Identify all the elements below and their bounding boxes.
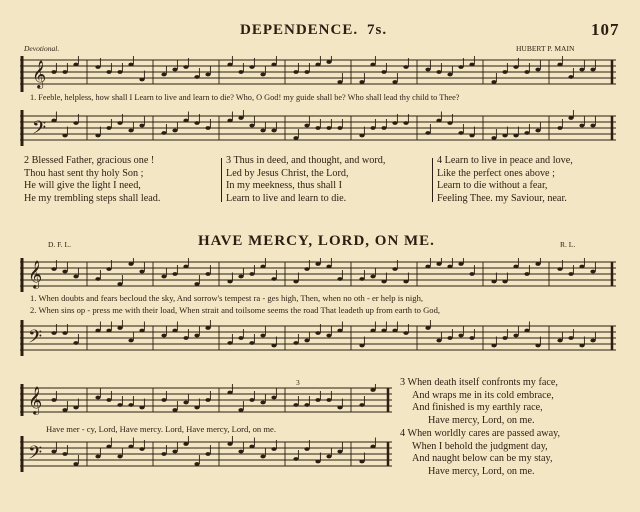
note-head (557, 126, 562, 130)
hymn2-right-initials: R. L. (560, 240, 576, 249)
note-head (51, 398, 56, 402)
note-head (139, 124, 144, 128)
note-head (370, 126, 375, 130)
note-head (568, 272, 573, 276)
note-head (304, 267, 309, 271)
note-head (392, 329, 397, 333)
note-head (337, 126, 342, 130)
note-head (315, 460, 320, 464)
hymn2-left-initials: D. F. L. (48, 240, 71, 249)
page-number: 107 (591, 20, 620, 39)
note-head (238, 450, 243, 454)
note-head (304, 339, 309, 343)
note-head (161, 275, 166, 279)
note-head (293, 70, 298, 74)
note-head (249, 398, 254, 402)
note-head (161, 334, 166, 338)
note-head (326, 60, 331, 64)
note-head (271, 277, 276, 281)
hymn1-treble-staff (20, 56, 616, 94)
hymn2-title: HAVE MERCY, LORD, ON ME. (198, 233, 435, 249)
refrain-treble-staff (20, 384, 392, 418)
note-head (524, 329, 529, 333)
note-head (447, 336, 452, 340)
note-head (194, 75, 199, 79)
note-head (95, 455, 100, 459)
note-head (183, 265, 188, 269)
note-head (172, 272, 177, 276)
treble-clef-icon: 𝄞 (28, 262, 43, 288)
note-head (227, 442, 232, 446)
note-head (194, 406, 199, 410)
note-head (315, 126, 320, 130)
note-head (271, 396, 276, 400)
note-head (260, 401, 265, 405)
note-head (469, 272, 474, 276)
note-head (535, 344, 540, 348)
note-head (535, 262, 540, 266)
note-head (579, 265, 584, 269)
note-head (403, 280, 408, 284)
note-head (304, 447, 309, 451)
note-head (51, 119, 56, 123)
note-head (139, 329, 144, 333)
note-head (260, 334, 265, 338)
note-head (271, 447, 276, 451)
note-head (205, 126, 210, 130)
note-head (469, 336, 474, 340)
hymn1-tempo: Devotional. (24, 44, 60, 53)
note-head (326, 126, 331, 130)
triplet-mark: 3 (296, 378, 300, 387)
note-head (139, 447, 144, 451)
note-head (249, 341, 254, 345)
note-head (436, 262, 441, 266)
note-head (249, 445, 254, 449)
note-head (513, 265, 518, 269)
note-head (172, 68, 177, 72)
note-head (370, 388, 375, 392)
note-head (249, 65, 254, 69)
note-head (172, 450, 177, 454)
note-head (293, 457, 298, 461)
note-head (359, 134, 364, 138)
note-head (62, 134, 67, 138)
note-head (326, 334, 331, 338)
note-head (524, 131, 529, 135)
hymn1-bass-staff (20, 110, 616, 148)
note-head (425, 131, 430, 135)
hymn2-bass-staff (20, 320, 616, 358)
note-head (447, 121, 452, 125)
note-head (117, 455, 122, 459)
note-head (447, 265, 452, 269)
note-head (315, 398, 320, 402)
note-head (326, 455, 331, 459)
hymn1-verse1-lyrics: 1. Feeble, helpless, how shall I Learn to live and learn to die? Who, O God! my guide shall be? Who shall lead thy child to Thee? (30, 93, 460, 102)
note-head (337, 406, 342, 410)
note-head (161, 131, 166, 135)
note-head (436, 70, 441, 74)
hymn1-composer: HUBERT P. MAIN (516, 44, 575, 53)
note-head (62, 408, 67, 412)
note-head (293, 403, 298, 407)
note-head (106, 126, 111, 130)
note-head (579, 68, 584, 72)
note-head (304, 70, 309, 74)
note-head (568, 336, 573, 340)
note-head (183, 65, 188, 69)
note-head (238, 70, 243, 74)
note-head (535, 129, 540, 133)
note-head (557, 63, 562, 67)
note-head (95, 396, 100, 400)
note-head (73, 121, 78, 125)
note-head (205, 326, 210, 330)
note-head (227, 280, 232, 284)
note-head (128, 262, 133, 266)
hymn1-verse2: 2 Blessed Father, gracious one ! Thou hast sent thy holy Son ; He will give the light I need, He my trembling steps shall lead. (24, 155, 161, 204)
note-head (359, 460, 364, 464)
note-head (128, 445, 133, 449)
note-head (326, 398, 331, 402)
hymn1-title: DEPENDENCE. (240, 22, 359, 38)
note-head (106, 329, 111, 333)
note-head (117, 121, 122, 125)
note-head (469, 63, 474, 67)
note-head (403, 65, 408, 69)
note-head (161, 73, 166, 77)
note-head (106, 70, 111, 74)
note-head (524, 272, 529, 276)
note-head (502, 134, 507, 138)
note-head (73, 341, 78, 345)
note-head (469, 134, 474, 138)
note-head (392, 267, 397, 271)
note-head (117, 282, 122, 286)
note-head (491, 136, 496, 140)
note-head (128, 339, 133, 343)
refrain-lyrics: Have mer - cy, Lord, Have mercy. Lord, Have mercy, Lord, on me. (46, 424, 277, 434)
note-head (106, 445, 111, 449)
note-head (172, 329, 177, 333)
note-head (392, 121, 397, 125)
note-head (271, 129, 276, 133)
note-head (579, 124, 584, 128)
note-head (590, 124, 595, 128)
note-head (172, 129, 177, 133)
note-head (381, 280, 386, 284)
note-head (458, 65, 463, 69)
note-head (304, 124, 309, 128)
note-head (128, 63, 133, 67)
note-head (293, 280, 298, 284)
note-head (128, 129, 133, 133)
note-head (403, 331, 408, 335)
note-head (392, 80, 397, 84)
note-head (491, 280, 496, 284)
note-head (425, 326, 430, 330)
note-head (194, 462, 199, 466)
hymn1-verse3: 3 Thus in deed, and thought, and word, Led by Jesus Christ, the Lord, In my meekness, thus shall I Learn to live and learn to die. (226, 155, 386, 204)
note-head (491, 344, 496, 348)
note-head (370, 329, 375, 333)
column-divider (432, 158, 433, 202)
note-head (238, 275, 243, 279)
note-head (513, 334, 518, 338)
note-head (425, 68, 430, 72)
note-head (568, 75, 573, 79)
note-head (139, 78, 144, 82)
note-head (249, 124, 254, 128)
note-head (227, 341, 232, 345)
note-head (161, 398, 166, 402)
note-head (381, 329, 386, 333)
note-head (304, 403, 309, 407)
note-head (315, 331, 320, 335)
note-head (370, 275, 375, 279)
note-head (172, 408, 177, 412)
note-head (337, 450, 342, 454)
note-head (227, 119, 232, 123)
note-head (579, 344, 584, 348)
note-head (458, 131, 463, 135)
note-head (227, 391, 232, 395)
note-head (513, 134, 518, 138)
note-head (370, 445, 375, 449)
note-head (359, 80, 364, 84)
note-head (337, 277, 342, 281)
hymn2-verse3: 3 When death itself confronts my face, And wraps me in its cold embrace, And finished is my earthly race, Have mercy, Lord, on me. (400, 377, 558, 426)
bass-clef-icon: 𝄢 (32, 117, 47, 142)
note-head (260, 129, 265, 133)
note-head (205, 73, 210, 77)
note-head (436, 119, 441, 123)
treble-clef-icon: 𝄞 (32, 62, 47, 88)
hymn2-verse1-lyrics: 1. When doubts and fears becloud the sky, And sorrow's tempest ra - ges high, Then, when no oth - er help is nigh, (30, 293, 424, 303)
column-divider (221, 158, 222, 202)
note-head (95, 134, 100, 138)
note-head (524, 70, 529, 74)
note-head (106, 398, 111, 402)
note-head (557, 339, 562, 343)
note-head (447, 73, 452, 77)
note-head (359, 344, 364, 348)
note-head (62, 70, 67, 74)
note-head (194, 282, 199, 286)
note-head (381, 70, 386, 74)
note-head (194, 121, 199, 125)
hymn1-meter: 7s. (367, 22, 388, 38)
note-head (194, 334, 199, 338)
note-head (73, 275, 78, 279)
note-head (249, 272, 254, 276)
note-head (73, 406, 78, 410)
treble-clef-icon: 𝄞 (28, 388, 43, 414)
note-head (260, 73, 265, 77)
note-head (117, 326, 122, 330)
note-head (205, 452, 210, 456)
refrain-bass-staff (20, 436, 392, 474)
note-head (502, 280, 507, 284)
note-head (73, 462, 78, 466)
hymn2-verse4: 4 When worldly cares are passed away, When I behold the judgment day, And naught below can be my stay, Have mercy, Lord, on me. (400, 428, 561, 477)
note-head (106, 267, 111, 271)
note-head (62, 452, 67, 456)
hymn2-verse2-lyrics: 2. When sins op - press me with their load, When strait and toilsome seems the road That leadeth up from earth to God, (30, 305, 441, 315)
note-head (271, 344, 276, 348)
note-head (502, 336, 507, 340)
note-head (51, 267, 56, 271)
note-head (260, 265, 265, 269)
note-head (183, 442, 188, 446)
bass-clef-icon: 𝄢 (28, 442, 43, 467)
note-head (62, 270, 67, 274)
note-head (238, 116, 243, 120)
note-head (513, 65, 518, 69)
note-head (370, 63, 375, 67)
note-head (183, 119, 188, 123)
note-head (590, 339, 595, 343)
note-head (95, 277, 100, 281)
note-head (139, 406, 144, 410)
hymn1-verse4: 4 Learn to live in peace and love, Like the perfect ones above ; Learn to die without a fear, Feeling Thee. my Saviour, near. (437, 155, 573, 204)
note-head (117, 70, 122, 74)
note-head (535, 68, 540, 72)
note-head (139, 270, 144, 274)
note-head (95, 329, 100, 333)
note-head (260, 455, 265, 459)
note-head (590, 68, 595, 72)
note-head (51, 331, 56, 335)
note-head (205, 398, 210, 402)
note-head (205, 272, 210, 276)
note-head (502, 70, 507, 74)
note-head (95, 65, 100, 69)
note-head (73, 63, 78, 67)
note-head (359, 403, 364, 407)
note-head (238, 336, 243, 340)
note-head (315, 63, 320, 67)
note-head (271, 63, 276, 67)
note-head (590, 270, 595, 274)
note-head (458, 262, 463, 266)
note-head (403, 121, 408, 125)
note-head (51, 70, 56, 74)
note-head (62, 331, 67, 335)
note-head (425, 265, 430, 269)
note-head (227, 63, 232, 67)
hymn2-treble-staff (20, 258, 616, 294)
note-head (491, 80, 496, 84)
note-head (183, 336, 188, 340)
note-head (458, 334, 463, 338)
note-head (183, 401, 188, 405)
bass-clef-icon: 𝄢 (28, 326, 43, 351)
note-head (337, 80, 342, 84)
note-head (315, 262, 320, 266)
note-head (568, 116, 573, 120)
note-head (238, 408, 243, 412)
note-head (128, 403, 133, 407)
note-head (359, 277, 364, 281)
note-head (557, 267, 562, 271)
note-head (337, 329, 342, 333)
note-head (293, 136, 298, 140)
note-head (436, 339, 441, 343)
note-head (326, 265, 331, 269)
note-head (51, 450, 56, 454)
note-head (381, 126, 386, 130)
note-head (293, 341, 298, 345)
note-head (161, 452, 166, 456)
note-head (117, 403, 122, 407)
